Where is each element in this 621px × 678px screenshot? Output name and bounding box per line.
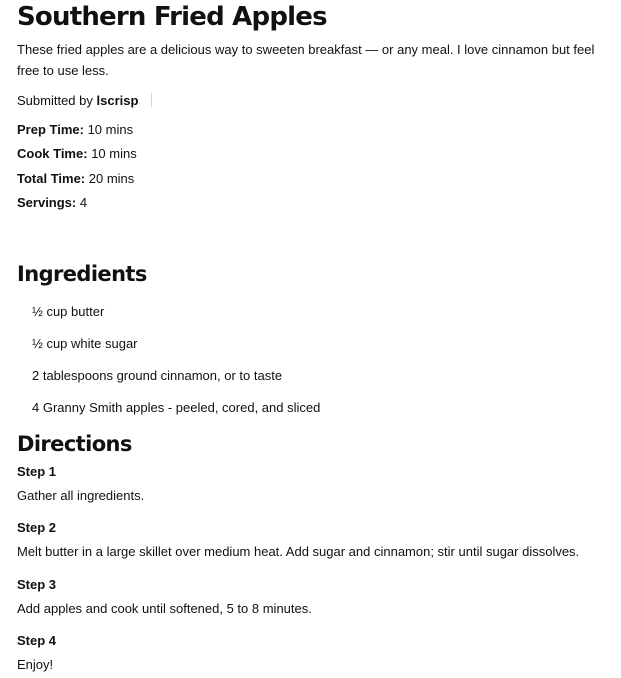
cook-time <box>17 145 137 163</box>
step-title: Step 3 <box>17 577 57 592</box>
directions-heading: Directions <box>17 432 132 456</box>
ingredient-item: 4 Granny Smith apples - peeled, cored, and sliced <box>32 400 321 415</box>
step-title: Step 2 <box>17 520 57 535</box>
prep-time-value: 10 mins <box>87 122 134 137</box>
cook-time-label: Cook Time: <box>17 146 88 161</box>
recipe-title: Southern Fried Apples <box>17 2 327 32</box>
step-text: Enjoy! <box>17 657 54 672</box>
ingredients-heading: Ingredients <box>17 262 147 286</box>
ingredient-item: 2 tablespoons ground cinnamon, or to taste <box>32 368 283 383</box>
ingredient-item: ½ cup butter <box>32 304 105 319</box>
ingredient-item: ½ cup white sugar <box>32 336 138 351</box>
author-link[interactable]: lscrisp <box>96 93 139 108</box>
prep-time <box>17 121 133 139</box>
cook-time-value: 10 mins <box>91 146 137 161</box>
total-time-value: 20 mins <box>88 171 135 186</box>
submitted-by-label: Submitted by <box>17 93 93 108</box>
step-title: Step 4 <box>17 633 57 648</box>
prep-time-label: Prep Time: <box>17 122 84 137</box>
servings-value: 4 <box>79 195 88 210</box>
recipe-description: These fried apples are a delicious way to sweeten breakfast — or any meal. I love cinnamon but feel free to use less. <box>17 42 595 78</box>
servings-label: Servings: <box>17 195 77 210</box>
total-time-label: Total Time: <box>17 171 86 186</box>
step-title: Step 1 <box>17 464 57 479</box>
byline-divider <box>151 93 152 107</box>
byline <box>17 92 152 110</box>
step-text: Melt butter in a large skillet over medium heat. Add sugar and cinnamon; stir until sugar dissolves. <box>17 544 580 559</box>
total-time <box>17 170 134 188</box>
step-text: Add apples and cook until softened, 5 to 8 minutes. <box>17 601 312 616</box>
step-text: Gather all ingredients. <box>17 488 145 503</box>
servings <box>17 194 87 212</box>
